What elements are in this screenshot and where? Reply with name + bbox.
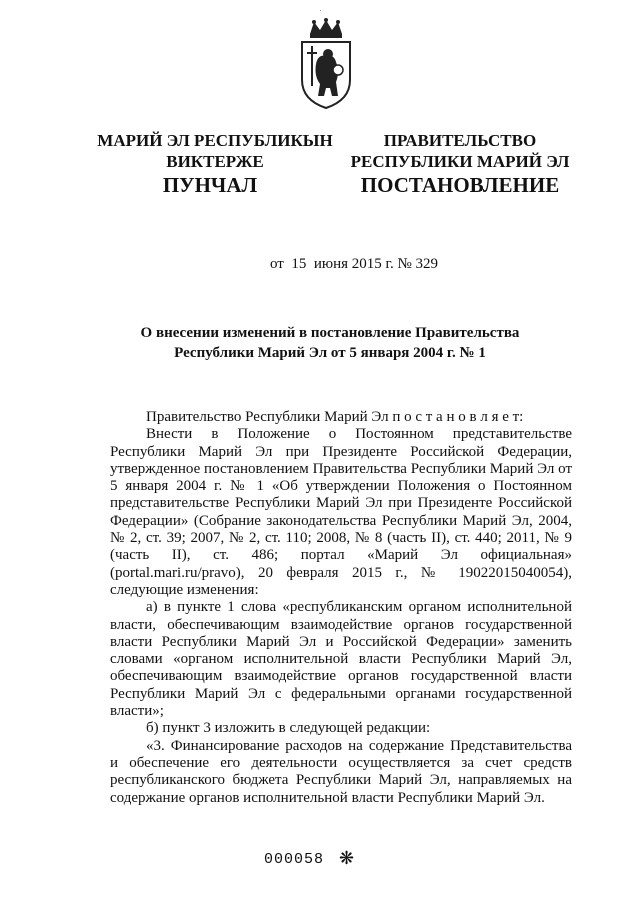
header-left-line2: ВИКТЕРЖЕ [166,152,264,171]
header-left-line1: МАРИЙ ЭЛ РЕСПУБЛИКЫН [97,131,333,150]
scan-dot [320,10,321,11]
header-right-line1: ПРАВИТЕЛЬСТВО [383,131,537,150]
date-prefix: от [270,256,284,272]
doc-type-right: ПОСТАНОВЛЕНИЕ [360,173,560,197]
paragraph-1: Правительство Республики Марий Эл п о с т а н о в л я е т: [146,409,524,425]
doc-type-left: ПУНЧАЛ [162,173,258,197]
title-line1: О внесении изменений в постановление Правительства [140,325,520,341]
paragraph-4: б) пункт 3 изложить в следующей редакции: [146,720,431,737]
date-month-year: июня 2015 г. № [313,256,412,272]
coat-of-arms-icon [296,18,356,110]
footer-mark-icon: ❋ [339,848,355,868]
header-right [345,130,575,172]
paragraph-2: Внести в Положение о Постоянном представительстве Республики Марий Эл при Президенте Российской Федерации, утвержденное постановлением Правительства Республики Марий Эл от 5 января 2004 г. № 1 «Об утверждении Положения о Постоянном представительстве Республики Марий Эл при Президенте Российской Федерации» (Собрание законодательства Республики Марий Эл, 2004, № 2, ст. 39; 2007, № 2, ст. 110; 2008, № 8 (часть II), ст. 440; 2011, № 9 (часть II), ст. 486; портал «Марий Эл официальная» (portal.mari.ru/pravo), 20 февраля 2015 г., № 19022015040054), следующие изменения: [110,426,572,598]
header-left [90,130,340,172]
document-number: 329 [415,256,439,272]
document-date [270,256,438,273]
paragraph-3: а) в пункте 1 слова «республиканским органом исполнительной власти, обеспечивающим взаимодействие органов государственной власти Республики Марий Эл и Российской Федерации» заменить словами «органом исполнительной власти Республики Марий Эл, обеспечивающим взаимодействие органов государственной власти Республики Марий Эл с федеральными органами государственной власти»; [110,599,572,720]
title-line2: Республики Марий Эл от 5 января 2004 г. № 1 [174,345,486,361]
header-right-line2: РЕСПУБЛИКИ МАРИЙ ЭЛ [350,152,570,171]
document-body [110,409,572,807]
footer-serial: 000058 [264,851,325,868]
document-title [100,323,560,363]
date-day: 15 [291,256,307,272]
paragraph-5: «3. Финансирование расходов на содержание Представительства и обеспечение его деятельности осуществляется за счет средств республиканского бюджета Республики Марий Эл, направляемых на содержание органов исполнительной власти Республики Марий Эл. [110,737,572,806]
